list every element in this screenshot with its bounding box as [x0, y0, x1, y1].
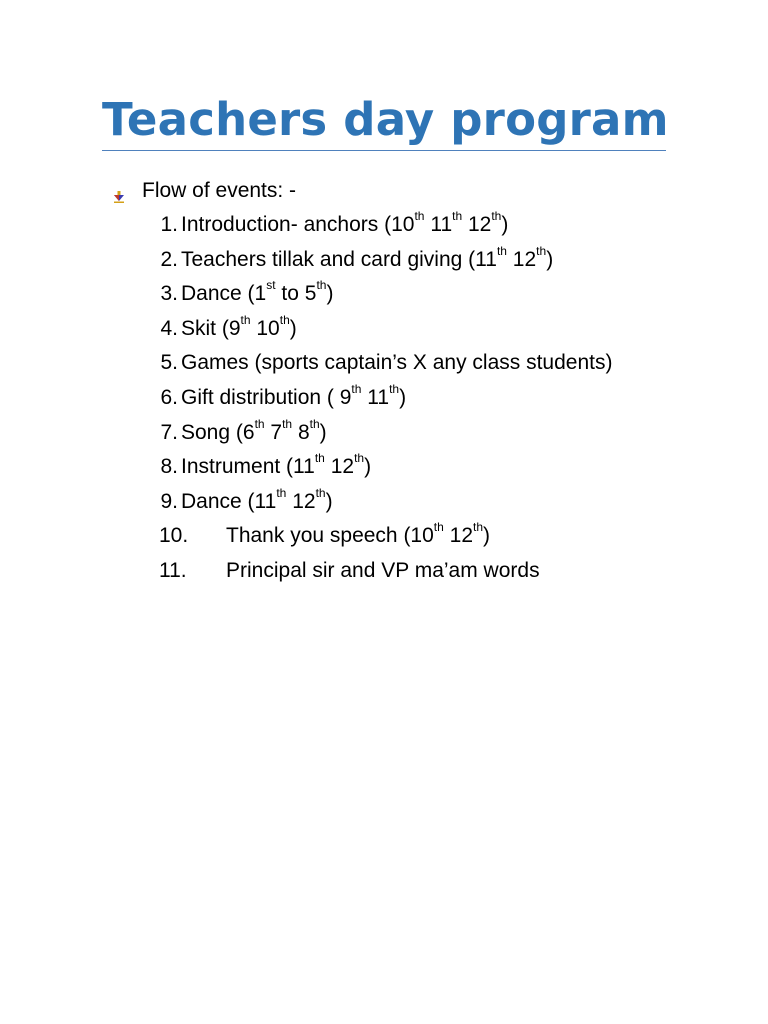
- event-text-segment: Games (sports captain’s X any class students): [181, 351, 613, 375]
- event-text-segment: ): [326, 282, 334, 306]
- event-text-segment: ): [289, 316, 297, 340]
- event-number: 9.: [160, 489, 178, 513]
- event-text-segment: Instrument (11: [181, 455, 315, 479]
- event-text-segment: 12: [506, 247, 537, 271]
- event-number: 5.: [160, 351, 178, 375]
- event-number: 1.: [160, 213, 178, 236]
- event-text-segment: 8: [292, 420, 310, 444]
- event-number: 2.: [160, 247, 178, 271]
- event-text-segment: Thank you speech (10: [226, 524, 434, 548]
- event-text-segment: ): [501, 213, 509, 236]
- event-text-segment: 11: [361, 385, 390, 409]
- ordinal-suffix: th: [452, 209, 463, 223]
- event-text-segment: ): [319, 420, 327, 444]
- ordinal-suffix: th: [491, 209, 502, 223]
- ordinal-suffix: th: [433, 520, 444, 535]
- event-text-segment: Dance (11: [181, 489, 277, 513]
- ordinal-suffix: th: [279, 312, 290, 327]
- flow-of-events-label: Flow of events: -: [142, 179, 297, 202]
- event-text-segment: ): [364, 455, 372, 479]
- ordinal-suffix: th: [354, 451, 365, 466]
- event-text: [181, 485, 333, 520]
- event-text-segment: Song (6: [181, 420, 255, 444]
- event-text-segment: Principal sir and VP ma’am words: [226, 558, 540, 582]
- event-text: [226, 519, 490, 554]
- ordinal-suffix: th: [473, 520, 484, 535]
- event-text-segment: Gift distribution ( 9: [181, 385, 352, 409]
- event-text: [181, 381, 406, 416]
- ordinal-suffix: th: [315, 485, 326, 500]
- title-underline: [102, 150, 666, 151]
- event-text-segment: 12: [324, 455, 355, 479]
- ordinal-suffix: th: [389, 381, 400, 396]
- ordinal-suffix: th: [309, 416, 320, 431]
- event-number: 10.: [159, 524, 189, 548]
- event-text: [181, 416, 327, 451]
- ordinal-suffix: th: [276, 485, 287, 500]
- event-text: [181, 450, 371, 485]
- event-text: [181, 277, 333, 312]
- event-number: 8.: [160, 455, 178, 479]
- event-number: 4.: [160, 316, 178, 340]
- event-text-segment: 10: [250, 316, 280, 340]
- event-text-segment: 12: [286, 489, 316, 513]
- page-title: Teachers day program: [102, 93, 669, 146]
- ordinal-suffix: th: [314, 451, 325, 466]
- ordinal-suffix: th: [351, 381, 362, 396]
- event-text: [181, 312, 297, 347]
- event-text: [181, 208, 508, 243]
- arrow-down-bullet-icon: [112, 186, 126, 200]
- ordinal-suffix: th: [536, 243, 547, 258]
- ordinal-suffix: th: [254, 416, 265, 431]
- ordinal-suffix: th: [496, 243, 507, 258]
- event-text-segment: ): [399, 385, 407, 409]
- event-text-segment: ): [483, 524, 491, 548]
- event-text-segment: Dance (1: [181, 282, 267, 306]
- event-text-segment: to 5: [275, 282, 317, 306]
- event-number: 6.: [160, 385, 178, 409]
- event-text-segment: Skit (9: [181, 316, 241, 340]
- event-number: 11.: [159, 558, 187, 582]
- event-text-segment: 12: [462, 213, 492, 236]
- ordinal-suffix: th: [316, 278, 327, 293]
- ordinal-suffix: th: [282, 416, 293, 431]
- event-text-segment: ): [325, 489, 333, 513]
- event-text-segment: 11: [424, 213, 453, 236]
- event-text-segment: 12: [443, 524, 474, 548]
- event-text: [226, 554, 540, 589]
- ordinal-suffix: st: [266, 278, 276, 293]
- event-text: [181, 346, 612, 381]
- event-number: 3.: [160, 282, 178, 306]
- event-text-segment: ): [546, 247, 554, 271]
- flow-of-events-heading: [112, 176, 296, 206]
- event-text-segment: 7: [264, 420, 283, 444]
- event-text-segment: Introduction- anchors (10: [181, 213, 415, 236]
- ordinal-suffix: th: [414, 209, 425, 223]
- event-text: [181, 243, 553, 278]
- event-number: 7.: [160, 420, 178, 444]
- ordinal-suffix: th: [240, 312, 251, 327]
- event-text-segment: Teachers tillak and card giving (11: [181, 247, 497, 271]
